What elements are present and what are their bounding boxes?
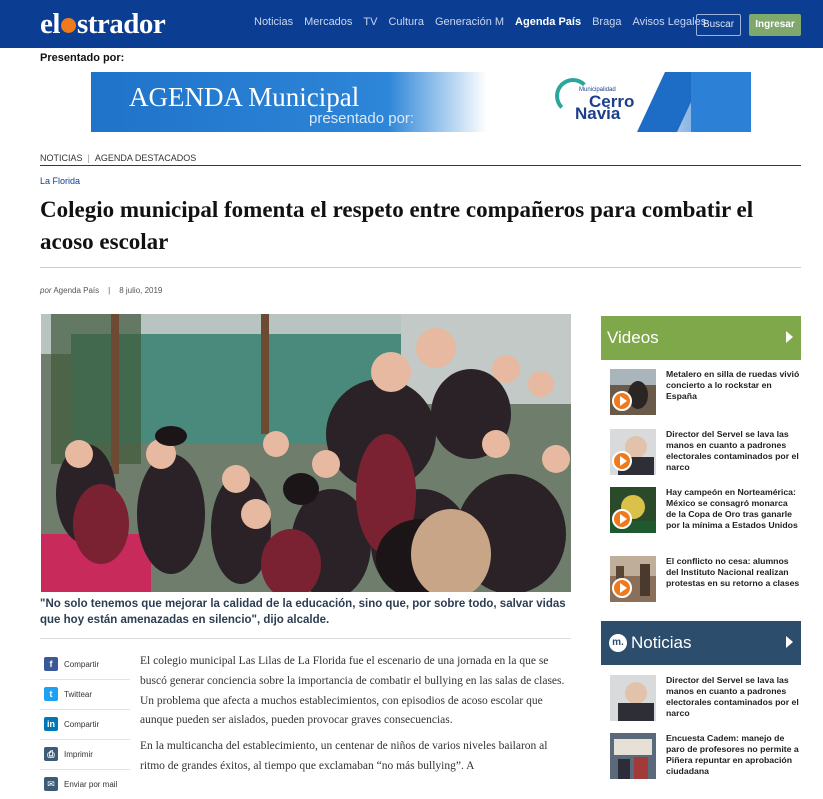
cerro-navia-logo: Municipalidad Cerro Navia — [551, 78, 651, 126]
news-title[interactable]: Encuesta Cadem: manejo de paro de profesores no permite a Piñera repuntar en aprobación ciudadana — [666, 733, 799, 776]
article-paragraph: El colegio municipal Las Lilas de La Florida fue el escenario de una jornada en la que se buscó generar conciencia sobre la importancia de combatir el bullying en las salas de clases. Un problema que afecta a muchos establecimientos, con episodios de acoso escolar que aunque pueden ser aislados, pueden provocar graves consecuencias. — [140, 655, 565, 727]
share-facebook-button[interactable]: f Compartir — [40, 650, 130, 680]
news-title[interactable]: Director del Servel se lava las manos en cuanto a padrones electorales contaminados por el narco — [666, 675, 799, 718]
share-twitter-button[interactable]: t Twittear — [40, 680, 130, 710]
play-icon[interactable] — [612, 509, 632, 529]
banner-subtitle: presentado por: — [309, 110, 415, 127]
divider — [40, 638, 571, 639]
main-nav — [254, 16, 717, 28]
nav-noticias[interactable]: Noticias — [254, 16, 294, 28]
twitter-icon: t — [44, 687, 58, 701]
nav-mercados[interactable]: Mercados — [304, 16, 353, 28]
top-navigation-bar — [0, 0, 823, 48]
chevron-right-icon[interactable] — [786, 636, 793, 648]
breadcrumb-noticias[interactable]: NOTICIAS — [40, 153, 83, 163]
play-icon[interactable] — [612, 578, 632, 598]
login-button[interactable]: Ingresar — [749, 14, 801, 36]
news-thumbnail[interactable] — [610, 733, 656, 779]
children-crowd-image — [41, 314, 571, 592]
video-thumbnail[interactable] — [610, 487, 656, 533]
video-thumbnail[interactable] — [610, 369, 656, 415]
share-tools — [40, 650, 130, 799]
divider — [40, 267, 801, 268]
article-category[interactable]: La Florida — [40, 176, 81, 186]
site-logo[interactable]: el strador — [40, 8, 166, 40]
logo-dot-icon — [61, 18, 76, 33]
article-paragraph: En la multicancha del establecimiento, un centenar de niños de varios niveles bailaron al ritmo de grandes éxitos, al tiempo que exclamaban “no más bullying”. A — [140, 740, 548, 772]
article-body — [140, 652, 572, 783]
video-title[interactable]: Metalero en silla de ruedas vivió concierto a lo rockstar en España — [666, 369, 800, 401]
play-icon[interactable] — [612, 451, 632, 471]
mail-icon: ✉ — [44, 777, 58, 791]
video-title[interactable]: Director del Servel se lava las manos en cuanto a padrones electorales contaminados por el narco — [666, 429, 799, 472]
nav-tv[interactable]: TV — [363, 16, 378, 28]
byline: por Agenda País | 8 julio, 2019 — [40, 286, 163, 295]
breadcrumb-agenda[interactable]: AGENDA DESTACADOS — [94, 153, 197, 163]
facebook-icon: f — [44, 657, 58, 671]
video-title[interactable]: El conflicto no cesa: alumnos del Instituto Nacional realizan protestas en su retorno a clases — [666, 556, 800, 588]
video-title[interactable]: Hay campeón en Norteamérica: México se consagró monarca de la Copa de Oro tras ganarle por la mínima a Estados Unidos — [666, 487, 798, 530]
nav-cultura[interactable]: Cultura — [388, 16, 424, 28]
play-icon[interactable] — [612, 391, 632, 411]
print-button[interactable]: ⎙ Imprimir — [40, 740, 130, 770]
video-thumbnail[interactable] — [610, 429, 656, 475]
nav-generacion-m[interactable]: Generación M — [434, 16, 505, 28]
presented-by-label: Presentado por: — [40, 52, 125, 64]
nav-agenda-pais[interactable]: Agenda País — [515, 16, 582, 28]
video-item[interactable] — [610, 556, 802, 604]
breadcrumb: NOTICIAS | AGENDA DESTACADOS — [40, 153, 197, 163]
video-item[interactable] — [610, 369, 802, 417]
chevron-right-icon[interactable] — [786, 331, 793, 343]
search-button[interactable]: Buscar — [696, 14, 741, 36]
news-item[interactable] — [610, 733, 802, 781]
photo-caption: "No solo tenemos que mejorar la calidad de la educación, sino que, por sobre todo, salvar vidas que hoy están amenazadas en silencio", dijo alcalde. — [40, 598, 566, 626]
videos-section-header[interactable]: Videos — [601, 316, 801, 360]
divider — [40, 165, 801, 166]
article-title: Colegio municipal fomenta el respeto entre compañeros para combatir el acoso escolar — [40, 197, 754, 254]
nav-braga[interactable]: Braga — [592, 16, 622, 28]
news-item[interactable] — [610, 675, 802, 723]
article-photo — [41, 314, 571, 592]
video-item[interactable] — [610, 429, 802, 477]
share-linkedin-button[interactable]: in Compartir — [40, 710, 130, 740]
author-link[interactable]: Agenda País — [53, 286, 100, 295]
sponsor-banner[interactable] — [91, 72, 751, 132]
news-thumbnail[interactable] — [610, 675, 656, 721]
linkedin-icon: in — [44, 717, 58, 731]
mostrador-badge-icon: m. — [609, 634, 627, 652]
print-icon: ⎙ — [44, 747, 58, 761]
video-item[interactable] — [610, 487, 802, 535]
noticias-section-header[interactable]: m. Noticias — [601, 621, 801, 665]
publish-date: 8 julio, 2019 — [119, 286, 163, 295]
email-button[interactable]: ✉ Enviar por mail — [40, 770, 130, 799]
banner-title: AGENDA Municipal — [129, 82, 360, 112]
video-thumbnail[interactable] — [610, 556, 656, 602]
nav-avisos-legales[interactable]: Avisos Legales — [632, 16, 707, 28]
